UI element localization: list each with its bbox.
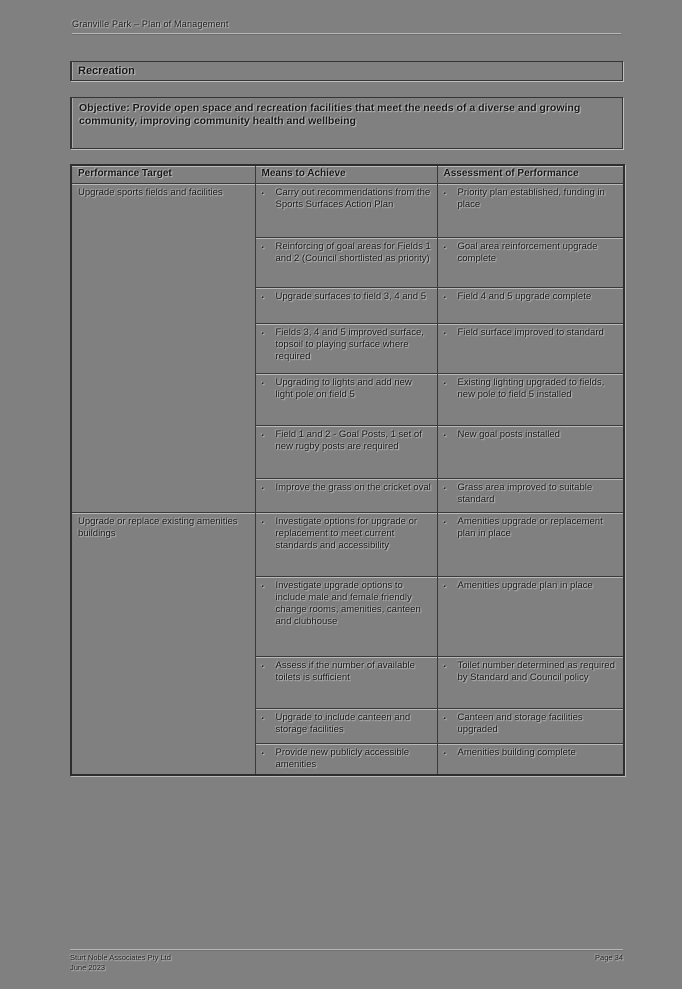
bullet-icon: ▪ xyxy=(443,663,446,670)
bullet-icon: ▪ xyxy=(261,190,264,197)
means-text: Fields 3, 4 and 5 improved surface, topsoil to playing surface where required xyxy=(275,326,424,362)
assessment-cell xyxy=(437,512,624,576)
bullet-icon: ▪ xyxy=(443,715,446,722)
means-cell xyxy=(255,708,437,743)
means-text: Upgrade to include canteen and storage facilities xyxy=(275,711,411,735)
performance-table-container xyxy=(70,164,623,776)
bullet-icon: ▪ xyxy=(443,583,446,590)
assessment-text: Amenities building complete xyxy=(457,746,576,758)
assessment-cell xyxy=(437,237,624,287)
assessment-text: Canteen and storage facilities upgraded xyxy=(457,711,583,735)
means-text: Field 1 and 2 - Goal Posts, 1 set of new rugby posts are required xyxy=(275,428,422,452)
section-title-box xyxy=(70,61,623,81)
bullet-icon: ▪ xyxy=(443,485,446,492)
bullet-icon: ▪ xyxy=(443,294,446,301)
footer-page-number: Page 34 xyxy=(595,953,623,962)
bullet-icon: ▪ xyxy=(261,519,264,526)
bullet-icon: ▪ xyxy=(443,190,446,197)
assessment-text: New goal posts installed xyxy=(457,428,560,440)
assessment-cell xyxy=(437,373,624,425)
assessment-text: Field 4 and 5 upgrade complete xyxy=(457,290,592,302)
bullet-icon: ▪ xyxy=(261,663,264,670)
means-text: Upgrading to lights and add new light pole on field 5 xyxy=(275,376,412,400)
bullet-icon: ▪ xyxy=(443,244,446,251)
assessment-cell xyxy=(437,183,624,237)
section-title: Recreation xyxy=(78,65,135,77)
means-cell xyxy=(255,183,437,237)
footer-date: June 2023 xyxy=(70,963,106,972)
footer-company: Sturt Noble Associates Pty Ltd xyxy=(70,953,171,962)
target-cell: Upgrade sports fields and facilities xyxy=(71,183,255,512)
means-cell xyxy=(255,287,437,323)
assessment-cell xyxy=(437,576,624,656)
column-header-means-to-achieve: Means to Achieve xyxy=(255,165,437,183)
bullet-icon: ▪ xyxy=(261,380,264,387)
assessment-text: Toilet number determined as required by Standard and Council policy xyxy=(457,659,615,683)
performance-table xyxy=(70,164,625,776)
means-text: Upgrade surfaces to field 3, 4 and 5 xyxy=(275,290,427,302)
means-text: Improve the grass on the cricket oval xyxy=(275,481,431,493)
means-text: Carry out recommendations from the Sports Surfaces Action Plan xyxy=(275,186,431,210)
bullet-icon: ▪ xyxy=(443,330,446,337)
bullet-icon: ▪ xyxy=(261,432,264,439)
assessment-text: Goal area reinforcement upgrade complete xyxy=(457,240,598,264)
means-cell xyxy=(255,237,437,287)
means-cell xyxy=(255,512,437,576)
means-cell xyxy=(255,323,437,373)
assessment-text: Amenities upgrade plan in place xyxy=(457,579,593,591)
bullet-icon: ▪ xyxy=(261,330,264,337)
document-footer xyxy=(70,953,623,973)
means-cell xyxy=(255,425,437,478)
table-row xyxy=(71,183,624,237)
assessment-text: Existing lighting upgraded to fields, new pole to field 5 installed xyxy=(457,376,605,400)
bullet-icon: ▪ xyxy=(443,380,446,387)
assessment-cell xyxy=(437,425,624,478)
means-cell xyxy=(255,478,437,512)
bullet-icon: ▪ xyxy=(443,519,446,526)
means-text: Investigate options for upgrade or replacement to meet current standards and accessibility xyxy=(275,515,418,551)
footer-divider xyxy=(70,949,623,950)
footer-left xyxy=(70,953,171,973)
target-cell: Upgrade or replace existing amenities buildings xyxy=(71,512,255,775)
table-header-row xyxy=(71,165,624,183)
means-text: Investigate upgrade options to include male and female friendly change rooms, amenities, canteen and clubhouse xyxy=(275,579,421,627)
assessment-cell xyxy=(437,478,624,512)
bullet-icon: ▪ xyxy=(261,294,264,301)
means-text: Reinforcing of goal areas for Fields 1 and 2 (Council shortlisted as priority) xyxy=(275,240,431,264)
means-text: Provide new publicly accessible amenities xyxy=(275,746,410,770)
means-cell xyxy=(255,743,437,775)
assessment-cell xyxy=(437,743,624,775)
means-text: Assess if the number of available toilets is sufficient xyxy=(275,659,415,683)
document-title: Granville Park – Plan of Management xyxy=(72,19,229,29)
assessment-text: Amenities upgrade or replacement plan in place xyxy=(457,515,603,539)
bullet-icon: ▪ xyxy=(261,583,264,590)
assessment-cell xyxy=(437,287,624,323)
assessment-text: Grass area improved to suitable standard xyxy=(457,481,593,505)
assessment-text: Field surface improved to standard xyxy=(457,326,604,338)
column-header-assessment: Assessment of Performance xyxy=(437,165,624,183)
bullet-icon: ▪ xyxy=(261,244,264,251)
header-divider xyxy=(72,33,621,34)
table-row xyxy=(71,512,624,576)
bullet-icon: ▪ xyxy=(443,432,446,439)
bullet-icon: ▪ xyxy=(261,485,264,492)
column-header-performance-target: Performance Target xyxy=(71,165,255,183)
bullet-icon: ▪ xyxy=(261,750,264,757)
bullet-icon: ▪ xyxy=(261,715,264,722)
bullet-icon: ▪ xyxy=(443,750,446,757)
means-cell xyxy=(255,576,437,656)
assessment-cell xyxy=(437,656,624,708)
means-cell xyxy=(255,656,437,708)
assessment-cell xyxy=(437,708,624,743)
objective-box xyxy=(70,97,623,149)
means-cell xyxy=(255,373,437,425)
assessment-cell xyxy=(437,323,624,373)
objective-text: Objective: Provide open space and recreation facilities that meet the needs of a diverse and growing community, improving community health and wellbeing xyxy=(79,102,581,127)
assessment-text: Priority plan established, funding in place xyxy=(457,186,605,210)
document-header xyxy=(72,14,623,32)
